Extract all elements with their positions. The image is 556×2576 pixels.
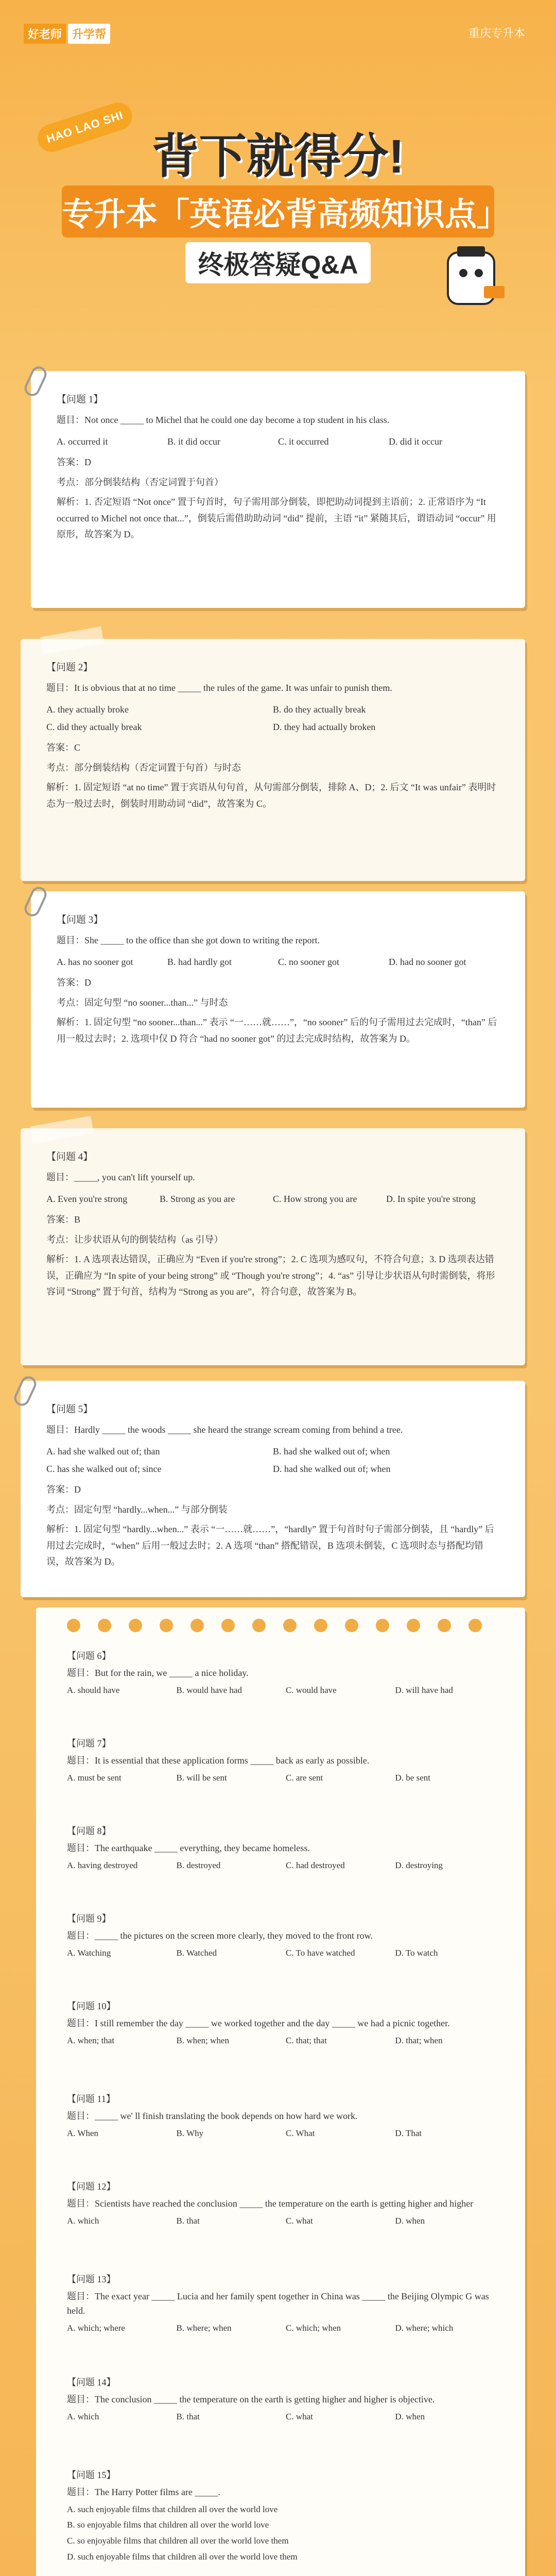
question-text: 题目：I still remember the day _____ we worked together and the day _____ we had a picnic together.: [67, 2018, 450, 2028]
explanation: 解析：1. 固定短语 “at no time” 置于宾语从句句首，从句需部分倒装，排除 A、D；2. 后文 “It was unfair” 表明时态为一般过去时，倒装时用助动词 “did”，故答案为 C。: [46, 782, 496, 809]
explanation: 解析：1. A 选项表达错误，正确应为 “Even if you're strong”；2. C 选项为感叹句，不符合句意；3. D 选项表达错误，正确应为 “In spite of your being strong” 或 “Though you're strong”；4. “as” 引导让步状语从句时需倒装，将形容词 “Strong” 置于句首，结构为 “Strong as you are”，符合句意，故答案为 B。: [46, 1254, 495, 1297]
question-text: 题目：Scientists have reached the conclusion _____ the temperature on the earth is getting higher and higher: [67, 2198, 474, 2209]
question-item-10: [67, 1999, 505, 2048]
option: C. so enjoyable films that children all over the world love them: [67, 2536, 289, 2546]
question-text: 题目：The earthquake _____ everything, they became homeless.: [67, 1843, 310, 1853]
option: B. Strong as you are: [160, 1193, 235, 1204]
binder-ring: [160, 1619, 173, 1632]
answer: 答案：D: [57, 456, 91, 467]
answer: 答案：D: [46, 1484, 81, 1495]
brand-part: 好老师: [24, 24, 66, 44]
option: B. it did occur: [167, 436, 220, 447]
question-item-11: [67, 2092, 505, 2141]
option: B. that: [176, 2411, 200, 2421]
question-text: 题目：The conclusion _____ the temperature on the earth is getting higher and higher is objective.: [67, 2394, 435, 2404]
brand-logo: [24, 24, 110, 44]
option-list: [67, 2502, 505, 2565]
option: C. are sent: [286, 1772, 323, 1783]
question-number: 【问题 3】: [57, 914, 103, 925]
option: B. do they actually break: [273, 704, 366, 715]
question-card-1: [31, 371, 525, 608]
option: A. Even you're strong: [46, 1193, 128, 1204]
answer: 答案：B: [46, 1214, 81, 1225]
top-bar: [0, 0, 556, 41]
binder-ring: [314, 1619, 327, 1632]
question-text: 题目：But for the rain, we _____ a nice holiday.: [67, 1668, 249, 1678]
question-item-13: [67, 2272, 505, 2336]
option: C. it occurred: [278, 436, 329, 447]
option-list: [67, 2320, 505, 2336]
option: C. which; when: [286, 2323, 341, 2333]
explanation: 解析：1. 固定句型 “no sooner...than...” 表示 “一……就……”，“no sooner” 后的句子需用过去完成时，“than” 后用一般过去时；2. 选项中仅 D 符合 “had no sooner got” 的过去完成时结构，故答案为 D。: [57, 1017, 497, 1044]
option: B. destroyed: [176, 1860, 221, 1870]
paperclip-icon: [22, 884, 49, 919]
question-text: 题目：It is essential that these application forms _____ back as early as possible.: [67, 1755, 370, 1766]
question-card-4: [21, 1128, 525, 1365]
mascot-illustration: [432, 237, 510, 314]
option: D. when: [395, 2411, 425, 2421]
option-list: [67, 2033, 505, 2049]
question-number: 【问题 14】: [67, 2377, 116, 2387]
option: A. should have: [67, 1685, 120, 1695]
question-text: 题目：_____ we' ll finish translating the book depends on how hard we work.: [67, 2111, 358, 2121]
option-list: [57, 433, 499, 450]
question-number: 【问题 1】: [57, 394, 103, 405]
option: D. be sent: [395, 1772, 430, 1783]
option: B. will be sent: [176, 1772, 227, 1783]
option: C. would have: [286, 1685, 337, 1695]
option: A. such enjoyable films that children all over the world love: [67, 2504, 278, 2514]
option: D. To watch: [395, 1947, 438, 1958]
option: C. what: [286, 2411, 313, 2421]
option: D. will have had: [395, 1685, 453, 1695]
question-number: 【问题 2】: [46, 662, 93, 673]
option: A. which; where: [67, 2323, 125, 2333]
binder-ring: [283, 1619, 297, 1632]
binder-ring: [407, 1619, 420, 1632]
option: A. had she walked out of; than: [46, 1446, 160, 1456]
option: B. had hardly got: [167, 956, 232, 967]
option: D. when: [395, 2215, 425, 2226]
option: B. Watched: [176, 1947, 217, 1958]
option: D. such enjoyable films that children all over the world love them: [67, 2551, 298, 2562]
option: D. where; which: [395, 2323, 454, 2333]
option: D. did it occur: [389, 436, 442, 447]
option: A. which: [67, 2411, 99, 2421]
option-list: [46, 1190, 499, 1208]
question-text: 题目：The Harry Potter films are _____.: [67, 2487, 220, 2497]
question-number: 【问题 5】: [46, 1404, 93, 1415]
option: C. To have watched: [286, 1947, 355, 1958]
question-item-6: [67, 1649, 505, 1698]
option: A. when; that: [67, 2035, 115, 2045]
hero-tag: 终极答疑Q&A: [185, 242, 371, 283]
question-number: 【问题 4】: [46, 1151, 93, 1162]
question-text: 题目：She _____ to the office than she got down to writing the report.: [57, 935, 320, 945]
option-list: [67, 2409, 505, 2425]
option: B. when; when: [176, 2035, 229, 2045]
question-item-9: [67, 1911, 505, 1961]
binder-ring: [468, 1619, 482, 1632]
explanation: 解析：1. 否定短语 “Not once” 置于句首时，句子需用部分倒装，即把助动词提到主语前；2. 正常语序为 “It occurred to Michel not once that...”，倒装后需借助助动词 “did” 提前，主语 “it” 紧随其后，谓语动词 “occur” 用原形，故答案为 D。: [57, 497, 496, 540]
option: C. what: [286, 2215, 313, 2226]
binder-ring: [98, 1619, 111, 1632]
option: C. How strong you are: [273, 1193, 357, 1204]
option: A. must be sent: [67, 1772, 121, 1783]
option: C. had destroyed: [286, 1860, 345, 1870]
question-number: 【问题 7】: [67, 1738, 111, 1749]
question-number: 【问题 9】: [67, 1913, 111, 1924]
question-text: 题目：_____ the pictures on the screen more clearly, they moved to the front row.: [67, 1930, 373, 1941]
option-list: [67, 1858, 505, 1874]
option-list: [57, 953, 499, 971]
binder-ring: [252, 1619, 266, 1632]
option: A. they actually broke: [46, 704, 129, 715]
option: D. destroying: [395, 1860, 443, 1870]
option: D. they had actually broken: [273, 721, 376, 732]
key-point: 考点：固定句型 “no sooner...than...” 与时态: [57, 997, 228, 1008]
option: B. where; when: [176, 2323, 232, 2333]
question-text: 题目：_____, you can't lift yourself up.: [46, 1172, 195, 1182]
option: B. had she walked out of; when: [273, 1446, 390, 1456]
question-item-7: [67, 1736, 505, 1786]
option-list: [67, 1770, 505, 1786]
notebook-questions: [36, 1607, 525, 2576]
question-text: 题目：Hardly _____ the woods _____ she heard the strange scream coming from behind a tree.: [46, 1425, 403, 1435]
option: A. which: [67, 2215, 99, 2226]
option: D. In spite you're strong: [386, 1193, 476, 1204]
hero-subtitle: 专升本「英语必背高频知识点」: [62, 185, 494, 238]
option: C. no sooner got: [278, 956, 339, 967]
question-text: 题目：Not once _____ to Michel that he could one day become a top student in his class.: [57, 415, 390, 425]
option-list: [67, 2126, 505, 2142]
option: A. occurred it: [57, 436, 108, 447]
question-number: 【问题 6】: [67, 1651, 111, 1661]
key-point: 考点：部分倒装结构（否定词置于句首）: [57, 477, 223, 487]
binder-ring: [438, 1619, 451, 1632]
binder-ring: [221, 1619, 235, 1632]
option: C. that; that: [286, 2035, 327, 2045]
key-point: 考点：固定句型 “hardly...when...” 与部分倒装: [46, 1504, 228, 1515]
notebook-rings: [67, 1619, 482, 1632]
paperclip-icon: [22, 364, 49, 398]
option: A. has no sooner got: [57, 956, 133, 967]
hero-title: 背下就得分!: [151, 130, 405, 183]
question-card-2: [21, 639, 525, 881]
question-card-5: [21, 1381, 525, 1597]
option-list: [67, 1945, 505, 1961]
option: A. When: [67, 2128, 99, 2138]
brand-part: 升学帮: [68, 24, 110, 44]
region-label: 重庆专升本: [468, 27, 525, 40]
option: C. did they actually break: [46, 721, 142, 732]
binder-ring: [129, 1619, 142, 1632]
hero-banner: [0, 46, 556, 314]
tape-decoration: [40, 626, 104, 654]
option: D. had she walked out of; when: [273, 1463, 391, 1474]
option: C. has she walked out of; since: [46, 1463, 162, 1474]
option: A. having destroyed: [67, 1860, 138, 1870]
question-number: 【问题 11】: [67, 2094, 115, 2104]
question-number: 【问题 12】: [67, 2181, 116, 2192]
binder-ring: [345, 1619, 358, 1632]
option: B. Why: [176, 2128, 204, 2138]
option: B. that: [176, 2215, 200, 2226]
tape-decoration: [30, 1116, 94, 1144]
option: D. that; when: [395, 2035, 443, 2045]
question-item-14: [67, 2375, 505, 2425]
question-number: 【问题 10】: [67, 2001, 116, 2011]
key-point: 考点：让步状语从句的倒装结构（as 引导）: [46, 1234, 223, 1245]
option-list: [46, 701, 499, 736]
binder-ring: [67, 1619, 80, 1632]
option-list: [67, 2213, 505, 2229]
option-list: [67, 1683, 505, 1699]
binder-ring: [190, 1619, 204, 1632]
explanation: 解析：1. 固定句型 “hardly...when...” 表示 “一……就……”，“hardly” 置于句首时句子需部分倒装，且 “hardly” 后用过去完成时，“when” 后用一般过去时；2. A 选项 “than” 搭配错误，B 选项未倒装，C 选项时态与搭配均错误，故答案为 D。: [46, 1524, 494, 1567]
question-number: 【问题 13】: [67, 2274, 116, 2284]
option: C. What: [286, 2128, 315, 2138]
paperclip-icon: [12, 1374, 39, 1408]
answer: 答案：D: [57, 977, 91, 988]
option-list: [46, 1443, 499, 1478]
binder-ring: [376, 1619, 389, 1632]
hao-badge: HAO LAO SHI: [34, 99, 135, 156]
question-item-12: [67, 2179, 505, 2229]
question-item-15: [67, 2468, 505, 2565]
answer: 答案：C: [46, 742, 81, 753]
option: B. so enjoyable films that children all over the world love: [67, 2520, 269, 2530]
question-text: 题目：It is obvious that at no time _____ the rules of the game. It was unfair to punish them.: [46, 683, 392, 693]
option: B. would have had: [176, 1685, 242, 1695]
option: A. Watching: [67, 1947, 111, 1958]
question-text: 题目：The exact year _____ Lucia and her family spent together in China was _____ the Beijing Olympic G was held.: [67, 2291, 489, 2316]
key-point: 考点：部分倒装结构（否定词置于句首）与时态: [46, 762, 241, 773]
question-number: 【问题 15】: [67, 2470, 116, 2480]
question-number: 【问题 8】: [67, 1826, 111, 1836]
question-card-3: [31, 891, 525, 1108]
question-item-8: [67, 1824, 505, 1873]
option: D. had no sooner got: [389, 956, 466, 967]
option: D. That: [395, 2128, 422, 2138]
